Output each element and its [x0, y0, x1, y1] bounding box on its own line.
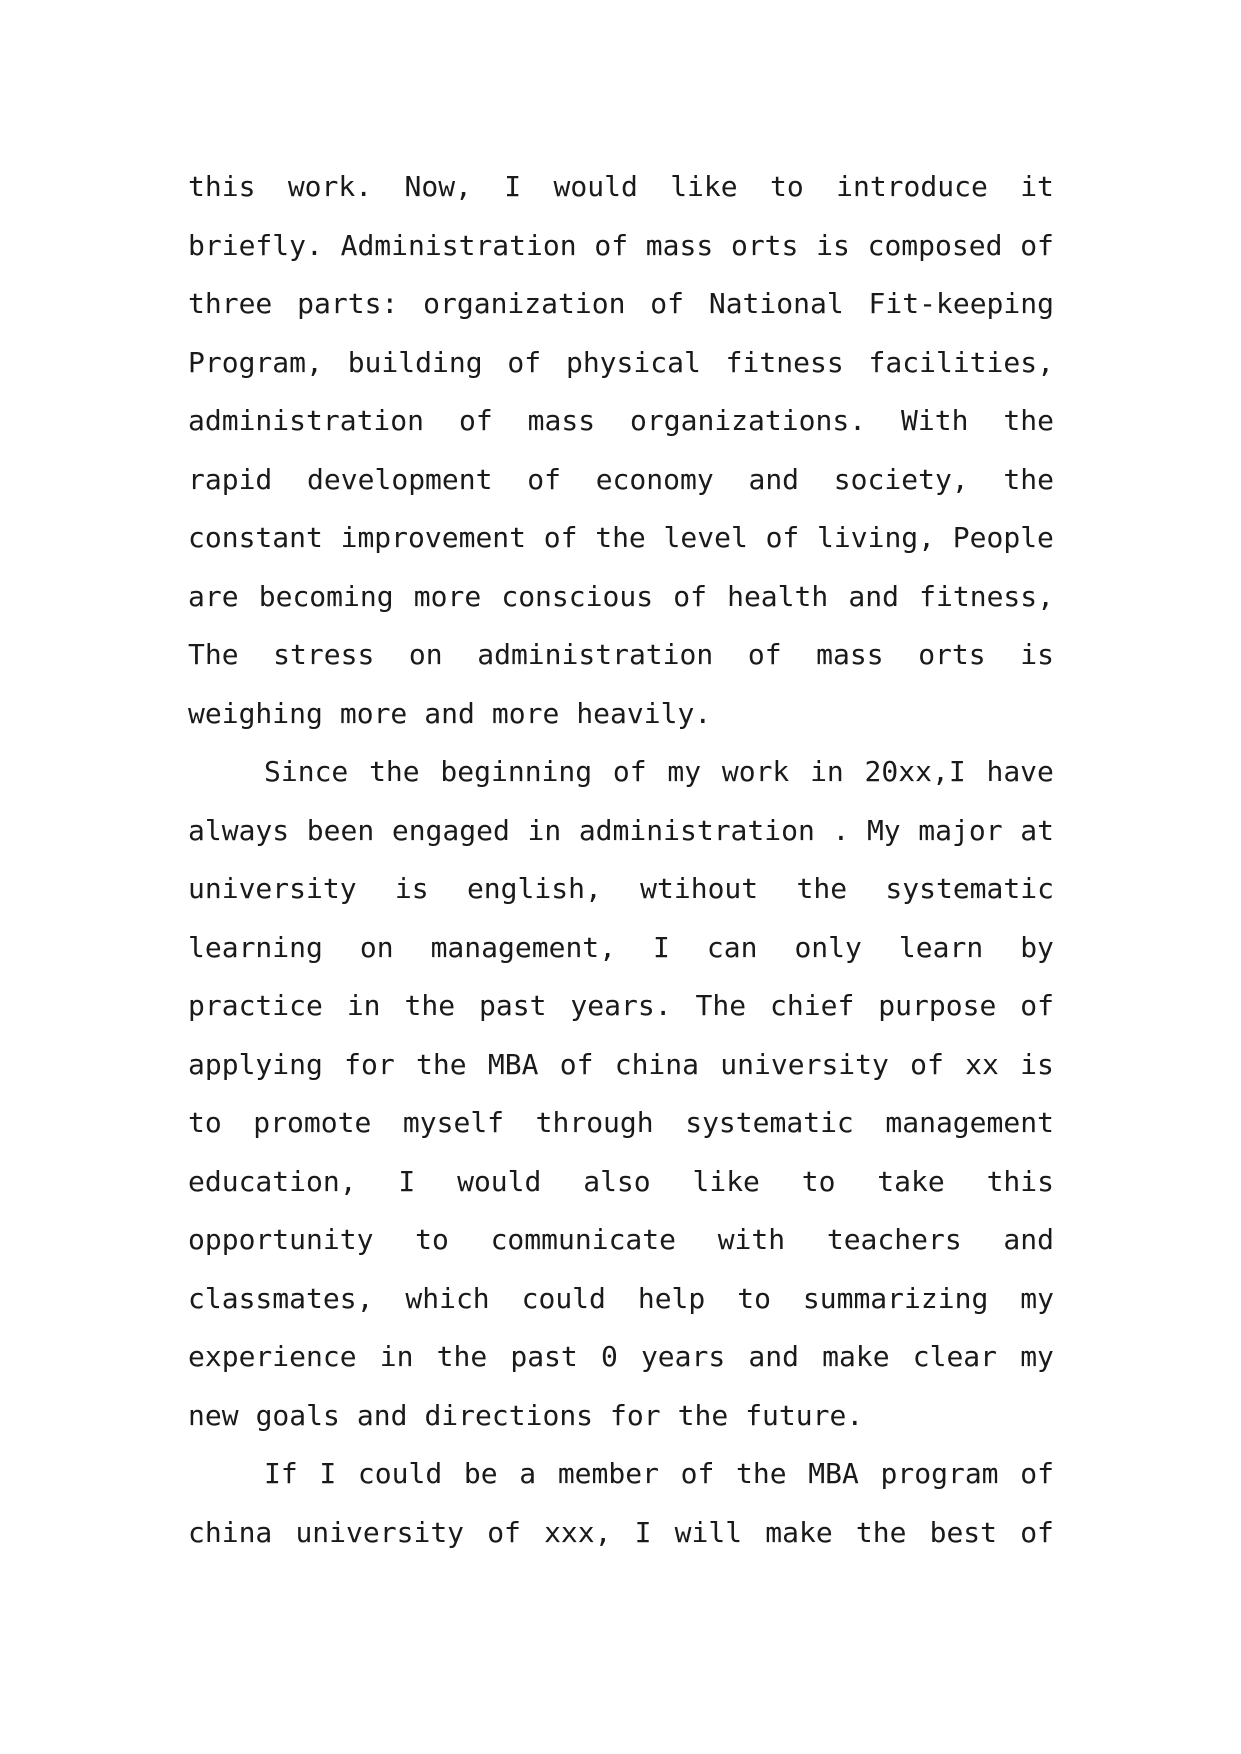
text-word: stress [273, 638, 375, 671]
text-word: help [637, 1281, 706, 1315]
text-word: systematic [885, 872, 1054, 905]
text-word: management, [430, 930, 617, 964]
text-word: which [405, 1281, 490, 1315]
text-word: Fit-keeping [868, 287, 1054, 320]
text-word: improvement [340, 521, 527, 554]
text-line [188, 275, 1054, 334]
document-body [188, 158, 1054, 1562]
text-word: mass [816, 638, 884, 671]
text-line [188, 1094, 1054, 1153]
text-word: more [339, 696, 408, 730]
text-word: past [479, 989, 547, 1022]
text-word: always [188, 813, 290, 847]
text-line [188, 802, 1054, 861]
text-word: health [727, 579, 829, 613]
text-word: weighing [188, 696, 323, 730]
text-word: 20xx,I [864, 755, 966, 788]
text-word: the [796, 872, 848, 905]
text-word: of [612, 755, 647, 788]
text-word: to [737, 1281, 771, 1315]
text-word: to [415, 1223, 449, 1256]
text-word: of [458, 404, 493, 437]
text-word: of [543, 521, 578, 554]
text-word: of [1020, 1515, 1054, 1549]
text-word: to [770, 170, 804, 203]
text-word: would [457, 1164, 542, 1198]
text-word: of [487, 1515, 521, 1549]
text-word: in [527, 813, 562, 847]
text-word: chief [770, 989, 855, 1022]
text-word: summarizing [802, 1281, 989, 1315]
text-word: education, [188, 1164, 357, 1198]
text-word: of [507, 345, 542, 379]
text-line [188, 158, 1054, 217]
text-word: would [553, 170, 638, 203]
text-line [188, 392, 1054, 451]
text-word: university [720, 1047, 889, 1081]
text-word: applying [188, 1047, 323, 1081]
text-word: orts [730, 228, 799, 262]
text-line [188, 1445, 1054, 1504]
text-word: china [188, 1515, 273, 1549]
text-word: facilities, [868, 345, 1054, 379]
text-word: been [306, 813, 375, 847]
text-line [188, 1387, 1054, 1446]
text-word: People [952, 521, 1054, 554]
text-word: of [1020, 228, 1054, 262]
text-word: be [463, 1457, 498, 1490]
text-word: of [559, 1047, 594, 1081]
text-word: and [748, 1340, 799, 1373]
text-word: work [721, 755, 790, 788]
text-word: through [535, 1106, 654, 1139]
text-word: member [557, 1457, 659, 1490]
text-word: If [264, 1457, 298, 1490]
text-word: my [667, 755, 702, 788]
text-word: make [765, 1515, 833, 1549]
text-word: for [610, 1398, 661, 1432]
text-word: to [801, 1164, 836, 1198]
text-word: conscious [501, 579, 654, 613]
text-word: years. [570, 989, 672, 1022]
text-word: could [357, 1457, 443, 1490]
text-word: promote [253, 1106, 372, 1139]
text-word: I [504, 170, 522, 203]
text-word: of [747, 638, 782, 671]
text-word: the [736, 1457, 787, 1490]
text-word: of [673, 579, 707, 613]
text-word: of [594, 228, 629, 262]
text-word: National [708, 287, 844, 320]
text-word: the [855, 1515, 907, 1549]
text-word: and [748, 462, 800, 496]
text-word: administration [578, 813, 815, 847]
text-word: mass [527, 404, 596, 437]
text-word: past [510, 1340, 578, 1373]
text-word: introduce [836, 170, 988, 203]
text-word: mass [645, 228, 714, 262]
text-word: on [408, 638, 443, 671]
text-word: organization [423, 287, 626, 320]
text-word: years [640, 1340, 726, 1373]
text-word: will [674, 1515, 743, 1549]
text-line [188, 217, 1054, 276]
text-word: opportunity [188, 1223, 374, 1256]
text-word: practice [188, 989, 323, 1022]
text-word: and [1003, 1223, 1054, 1256]
text-word: learning [188, 930, 323, 964]
text-word: The [188, 638, 239, 671]
text-word: could [521, 1281, 606, 1315]
text-word: my [1020, 1340, 1054, 1373]
text-word: take [877, 1164, 945, 1198]
text-word: best [929, 1515, 998, 1549]
text-word: like [692, 1164, 760, 1198]
text-word: major [918, 813, 1003, 847]
text-word: university [188, 872, 357, 905]
text-word: 0 [600, 1340, 618, 1373]
text-word: living, [817, 521, 936, 554]
text-line [188, 743, 1054, 802]
text-word: building [347, 345, 483, 379]
text-word: program [880, 1457, 999, 1490]
text-word: on [359, 930, 394, 964]
text-word: rapid [188, 462, 273, 496]
text-word: have [986, 755, 1054, 788]
text-word: constant [188, 521, 323, 554]
text-word: . [832, 813, 850, 847]
text-word: organizations. [630, 404, 867, 437]
text-word: fitness, [919, 579, 1054, 613]
text-word: the [404, 989, 456, 1022]
text-word: is [816, 228, 850, 262]
text-word: new [188, 1398, 239, 1432]
text-word: only [794, 930, 862, 964]
text-word: orts [918, 638, 986, 671]
text-line [188, 1036, 1054, 1095]
text-word: the [416, 1047, 467, 1081]
text-word: is [394, 872, 429, 905]
text-word: in [379, 1340, 414, 1373]
text-word: learn [898, 930, 984, 964]
text-word: I [634, 1515, 652, 1549]
text-word: teachers [826, 1223, 962, 1256]
text-word: of [1020, 989, 1054, 1022]
text-word: of [650, 287, 684, 320]
text-line [188, 509, 1054, 568]
text-word: the [1003, 462, 1054, 496]
text-word: Since [264, 755, 349, 788]
text-word: communicate [490, 1223, 676, 1256]
text-word: xxx, [544, 1515, 612, 1549]
text-word: english, [466, 872, 602, 905]
text-word: in [346, 989, 381, 1022]
text-word: purpose [878, 989, 997, 1022]
text-word: of [765, 521, 800, 554]
text-word: I [653, 930, 670, 964]
text-line [188, 1211, 1054, 1270]
text-line [188, 685, 1054, 744]
text-word: becoming [258, 579, 394, 613]
text-word: it [1020, 170, 1054, 203]
text-word: briefly. [188, 228, 323, 262]
text-line [188, 626, 1054, 685]
text-line [188, 977, 1054, 1036]
text-line [188, 1504, 1054, 1563]
text-word: experience [188, 1340, 357, 1373]
text-word: clear [912, 1340, 998, 1373]
text-word: society, [833, 462, 969, 496]
text-word: is [1020, 1047, 1054, 1081]
text-word: the [369, 755, 420, 788]
text-word: university [295, 1515, 465, 1549]
text-word: future. [745, 1398, 864, 1432]
text-word: make [822, 1340, 890, 1373]
text-word: and [848, 579, 899, 613]
text-word: I [398, 1164, 416, 1198]
text-word: in [810, 755, 844, 788]
text-word: for [344, 1047, 395, 1081]
text-word: development [307, 462, 493, 496]
text-word: Administration [340, 228, 577, 262]
text-word: is [1020, 638, 1054, 671]
text-word: level [663, 521, 748, 554]
text-line [188, 919, 1054, 978]
text-line [188, 451, 1054, 510]
text-word: china [614, 1047, 700, 1081]
text-word: like [670, 170, 738, 203]
text-word: parts: [297, 287, 399, 320]
text-word: With [901, 404, 969, 437]
text-word: of [680, 1457, 715, 1490]
text-word: engaged [391, 813, 510, 847]
text-word: physical [565, 345, 701, 379]
text-word: work. [287, 170, 373, 203]
text-word: to [188, 1106, 222, 1139]
text-word: myself [402, 1106, 505, 1139]
text-word: the [436, 1340, 488, 1373]
text-word: and [424, 696, 475, 730]
text-line [188, 860, 1054, 919]
text-line [188, 1328, 1054, 1387]
text-word: My [866, 813, 901, 847]
text-word: of [910, 1047, 944, 1081]
text-word: directions [424, 1398, 594, 1432]
text-word: the [595, 521, 646, 554]
text-word: economy [595, 462, 714, 496]
text-word: classmates, [188, 1281, 374, 1315]
text-word: wtihout [640, 872, 759, 905]
text-word: my [1020, 1281, 1054, 1315]
text-word: of [527, 462, 561, 496]
text-word: more [491, 696, 560, 730]
text-word: beginning [440, 755, 593, 788]
text-line [188, 1153, 1054, 1212]
text-word: administration [188, 404, 425, 437]
text-word: can [706, 930, 758, 964]
text-word: Now, [404, 170, 472, 203]
text-word: composed [867, 228, 1003, 262]
text-word: are [188, 579, 239, 613]
text-word: three [188, 287, 273, 320]
text-word: the [677, 1398, 729, 1432]
text-word: with [717, 1223, 786, 1256]
text-line [188, 568, 1054, 627]
text-word: xx [965, 1047, 999, 1081]
text-line [188, 334, 1054, 393]
text-word: more [413, 579, 482, 613]
text-word: fitness [725, 345, 844, 379]
text-word: and [356, 1398, 408, 1432]
text-word: also [583, 1164, 651, 1198]
text-word: this [188, 170, 256, 203]
text-word: management [885, 1106, 1054, 1139]
text-word: MBA [487, 1047, 539, 1081]
text-line [188, 1270, 1054, 1329]
text-word: Program, [188, 345, 323, 379]
text-word: of [1020, 1457, 1054, 1490]
text-word: The [695, 989, 747, 1022]
text-word: the [1003, 404, 1054, 437]
text-word: heavily. [576, 696, 712, 730]
text-word: at [1020, 813, 1054, 847]
text-word: I [319, 1457, 337, 1490]
text-word: a [519, 1457, 537, 1490]
text-word: systematic [685, 1106, 854, 1139]
text-word: goals [255, 1398, 340, 1432]
text-word: this [986, 1164, 1054, 1198]
text-word: administration [477, 638, 714, 671]
text-word: MBA [808, 1457, 859, 1490]
text-word: by [1020, 930, 1054, 964]
